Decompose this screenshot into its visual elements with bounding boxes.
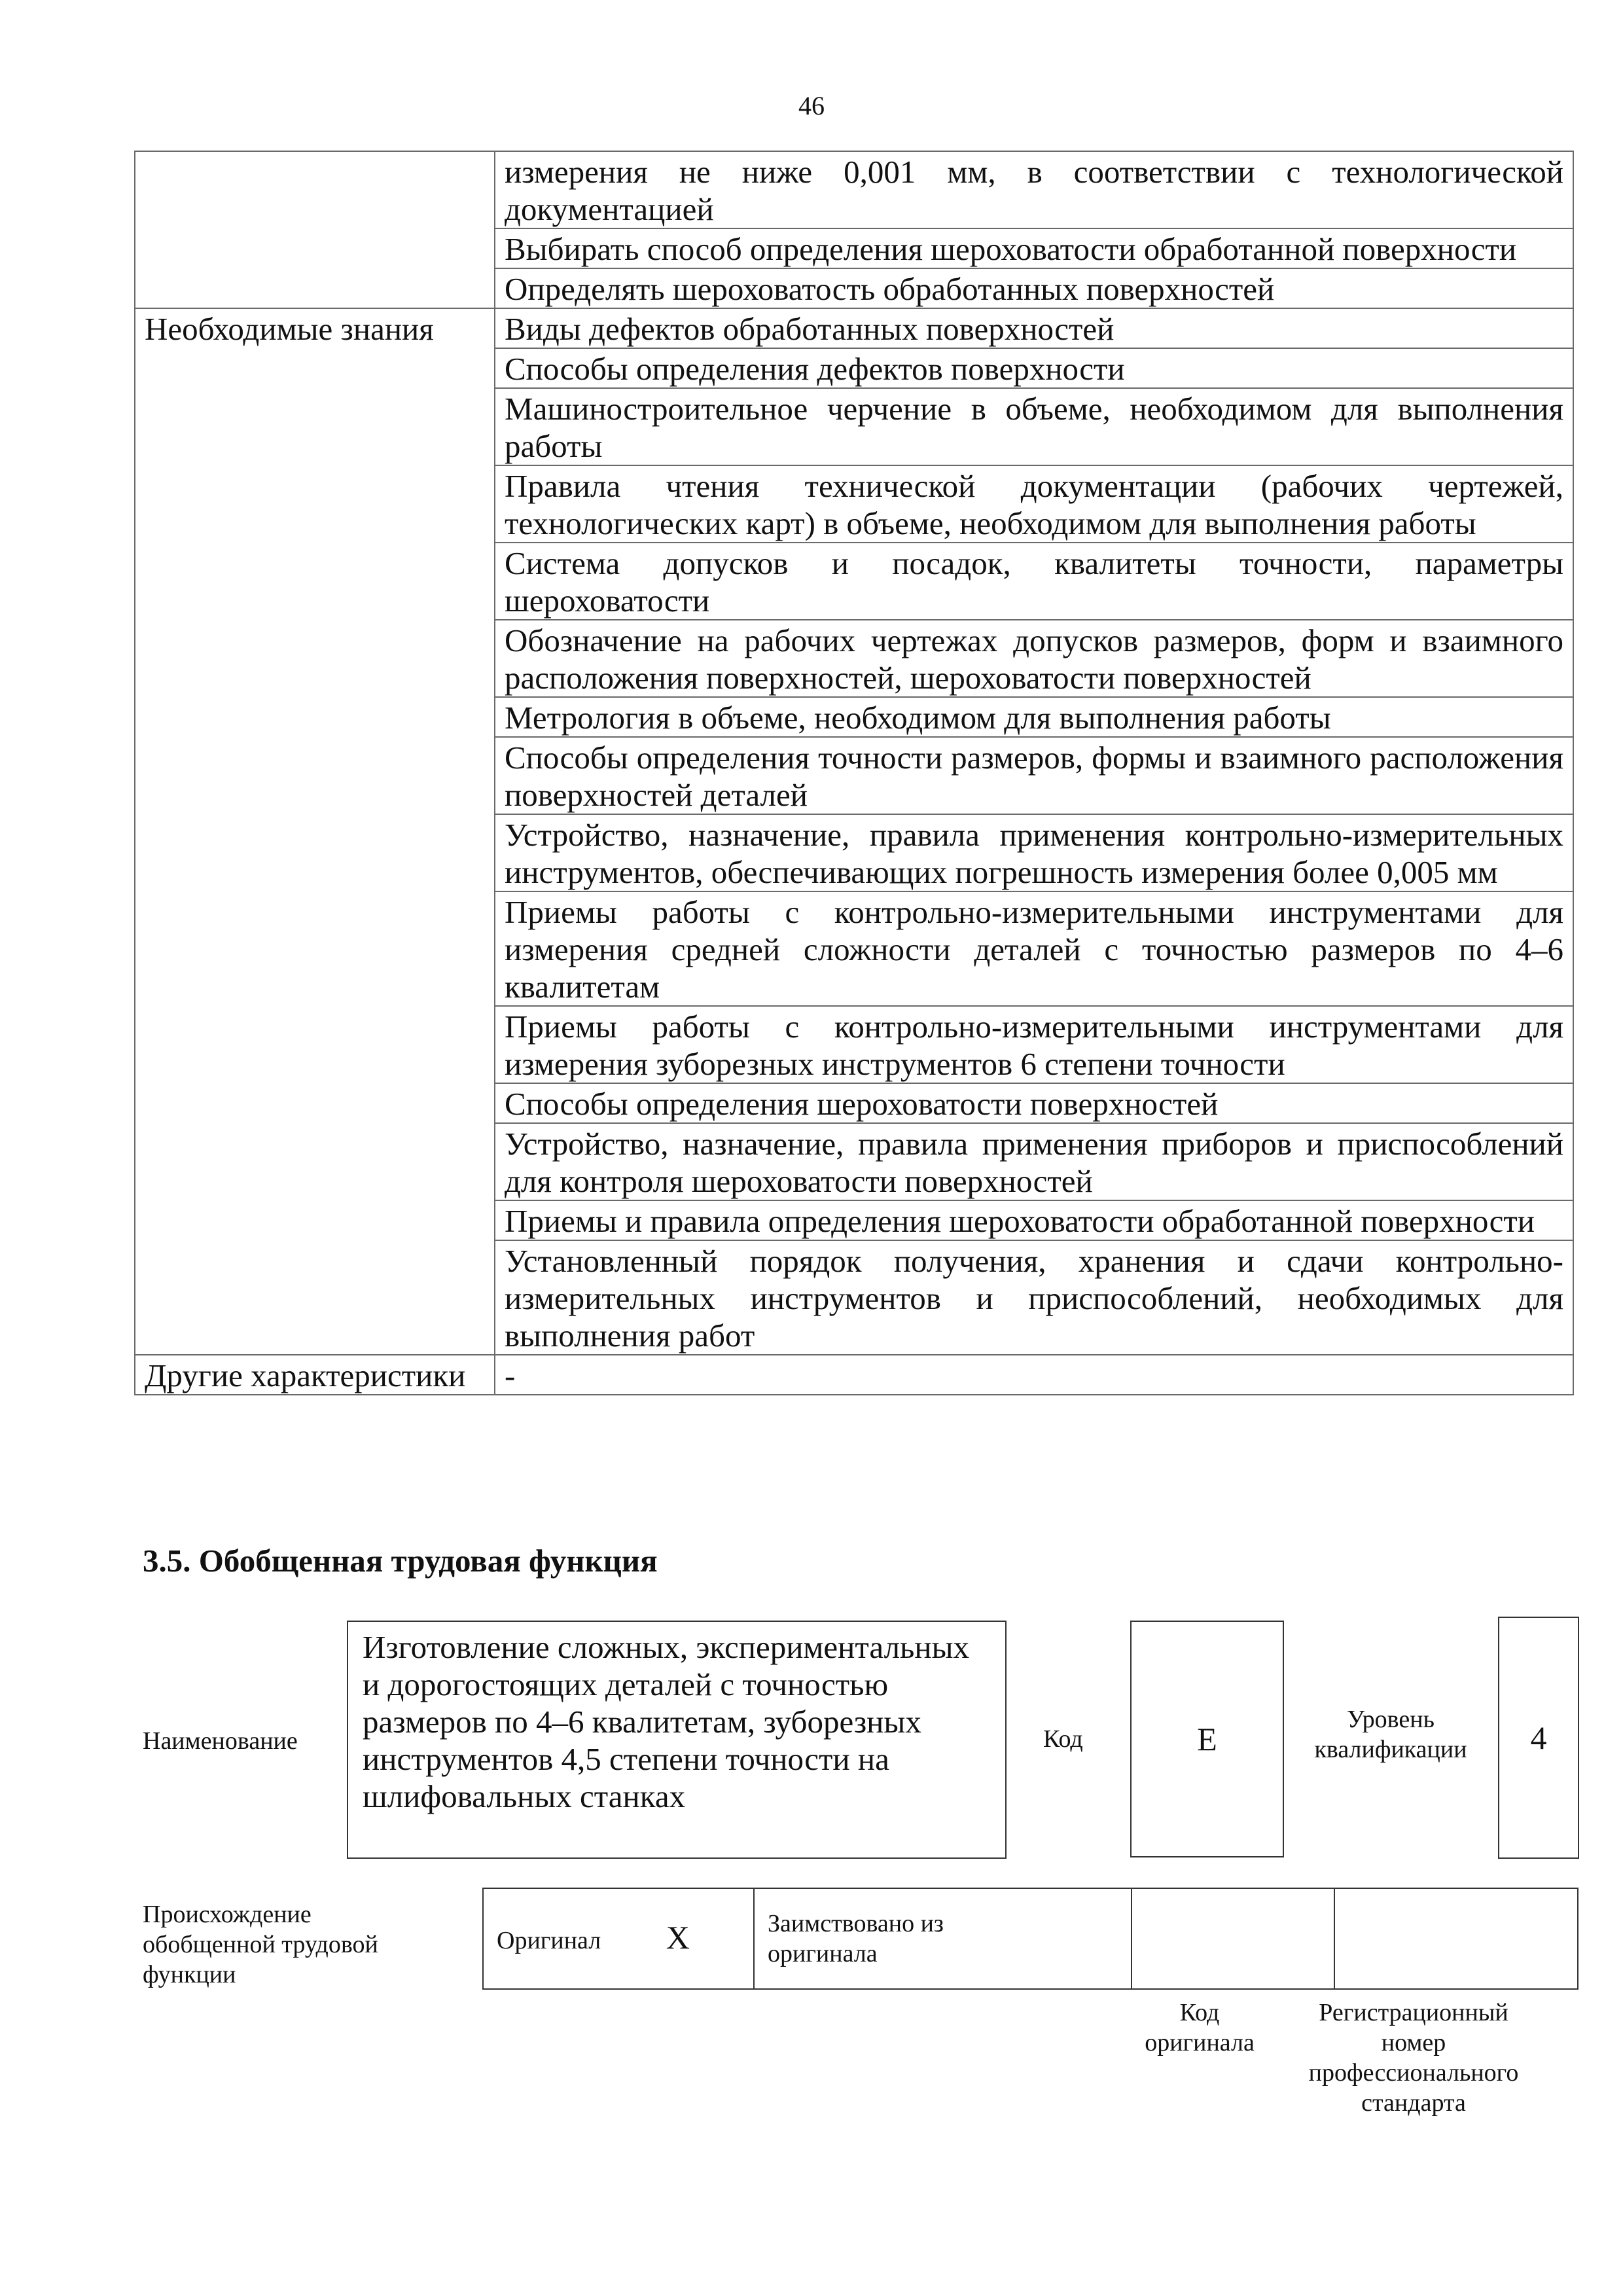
row-label-cell <box>135 1083 495 1123</box>
table-row <box>135 228 1573 268</box>
original-code-caption-line1: Код <box>1179 1999 1220 2026</box>
registration-caption-line3: профессионального <box>1308 2059 1519 2087</box>
row-text-cell: Установленный порядок получения, хранения и сдачи контрольно-измерительных инструментов и приспособлений, необходимых для выполнения работ <box>495 1240 1573 1355</box>
qualification-level-value: 4 <box>1530 1719 1547 1756</box>
table-row <box>135 1355 1573 1395</box>
row-label-cell <box>135 228 495 268</box>
row-label-cell: Другие характеристики <box>135 1355 495 1395</box>
original-label: Оригинал <box>497 1926 601 1954</box>
row-label-cell <box>135 1200 495 1240</box>
table-row <box>135 1240 1573 1355</box>
table-row <box>135 1200 1573 1240</box>
original-code-cell <box>1132 1888 1334 1989</box>
knowledge-table <box>134 151 1574 1395</box>
qualification-level-label-line1: Уровень <box>1347 1706 1435 1733</box>
registration-caption-line1: Регистрационный <box>1319 1999 1508 2026</box>
original-mark: X <box>666 1918 690 1956</box>
table-row <box>135 268 1573 308</box>
row-text-cell: Правила чтения технической документации (рабочих чертежей, технологических карт) в объеме, необходимом для выполнения работы <box>495 465 1573 543</box>
table-row <box>135 1083 1573 1123</box>
row-label-cell <box>135 1006 495 1083</box>
row-text-cell: Определять шероховатость обработанных поверхностей <box>495 268 1573 308</box>
row-text-cell: - <box>495 1355 1573 1395</box>
row-label-cell: Необходимые знания <box>135 308 495 348</box>
qualification-level-label-line2: квалификации <box>1314 1736 1467 1763</box>
name-label: Наименование <box>143 1727 298 1755</box>
section-title: 3.5. Обобщенная трудовая функция <box>143 1543 658 1579</box>
table-row <box>135 543 1573 620</box>
table-row <box>135 891 1573 1006</box>
table-row <box>135 348 1573 388</box>
row-text-cell: Метрология в объеме, необходимом для выполнения работы <box>495 697 1573 737</box>
name-value: Изготовление сложных, экспериментальных и дорогостоящих деталей с точностью размеров по 4–6 квалитетам, зуборезных инструментов 4,5 степени точности на шлифовальных станках <box>363 1629 970 1814</box>
row-label-cell <box>135 388 495 465</box>
original-cell <box>483 1888 754 1989</box>
row-label-cell <box>135 814 495 891</box>
origin-label-line1: Происхождение <box>143 1901 312 1928</box>
origin-table <box>482 1888 1578 1990</box>
code-value-box <box>1130 1621 1284 1857</box>
row-text-cell: Способы определения дефектов поверхности <box>495 348 1573 388</box>
row-text-cell: Выбирать способ определения шероховатости обработанной поверхности <box>495 228 1573 268</box>
row-label-cell <box>135 891 495 1006</box>
name-value-box <box>347 1621 1007 1859</box>
row-label-cell <box>135 465 495 543</box>
registration-caption-line2: номер <box>1381 2029 1446 2056</box>
original-code-caption <box>1101 1998 1298 2058</box>
row-label-cell <box>135 620 495 697</box>
row-text-cell: Система допусков и посадок, квалитеты точности, параметры шероховатости <box>495 543 1573 620</box>
row-label-cell <box>135 697 495 737</box>
code-label: Код <box>1043 1725 1083 1753</box>
qualification-level-label <box>1299 1704 1482 1765</box>
table-row <box>135 465 1573 543</box>
row-label-cell <box>135 1240 495 1355</box>
code-value: E <box>1197 1721 1217 1757</box>
row-label-cell <box>135 151 495 228</box>
table-row <box>135 1123 1573 1200</box>
row-label-cell <box>135 543 495 620</box>
registration-number-cell <box>1334 1888 1578 1989</box>
table-row <box>135 151 1573 228</box>
row-text-cell: Приемы и правила определения шероховатости обработанной поверхности <box>495 1200 1573 1240</box>
registration-caption-line4: стандарта <box>1361 2089 1466 2117</box>
row-label-cell <box>135 348 495 388</box>
table-row <box>135 620 1573 697</box>
row-text-cell: Машиностроительное черчение в объеме, необходимом для выполнения работы <box>495 388 1573 465</box>
origin-label <box>143 1899 378 1990</box>
row-label-cell <box>135 268 495 308</box>
original-code-caption-line2: оригинала <box>1145 2029 1255 2056</box>
table-row <box>135 308 1573 348</box>
row-text-cell: Устройство, назначение, правила применения контрольно-измерительных инструментов, обеспечивающих погрешность измерения более 0,005 мм <box>495 814 1573 891</box>
row-text-cell: Виды дефектов обработанных поверхностей <box>495 308 1573 348</box>
row-text-cell: Приемы работы с контрольно-измерительными инструментами для измерения зуборезных инструментов 6 степени точности <box>495 1006 1573 1083</box>
table-row <box>135 1006 1573 1083</box>
table-row <box>135 388 1573 465</box>
row-text-cell: Устройство, назначение, правила применения приборов и приспособлений для контроля шероховатости поверхностей <box>495 1123 1573 1200</box>
row-text-cell: Способы определения точности размеров, формы и взаимного расположения поверхностей деталей <box>495 737 1573 814</box>
row-text-cell: измерения не ниже 0,001 мм, в соответствии с технологической документацией <box>495 151 1573 228</box>
borrowed-label-line1: Заимствовано из <box>768 1910 944 1937</box>
table-row <box>135 697 1573 737</box>
row-text-cell: Способы определения шероховатости поверхностей <box>495 1083 1573 1123</box>
page-number: 46 <box>798 91 825 120</box>
borrowed-cell <box>754 1888 1132 1989</box>
origin-label-line3: функции <box>143 1961 236 1988</box>
origin-label-line2: обобщенной трудовой <box>143 1931 378 1958</box>
row-text-cell: Обозначение на рабочих чертежах допусков размеров, форм и взаимного расположения поверхностей, шероховатости поверхностей <box>495 620 1573 697</box>
borrowed-label-line2: оригинала <box>768 1940 878 1967</box>
table-row <box>135 737 1573 814</box>
table-row <box>135 814 1573 891</box>
row-label-cell <box>135 737 495 814</box>
qualification-level-box <box>1498 1617 1579 1859</box>
registration-number-caption <box>1283 1998 1544 2118</box>
row-text-cell: Приемы работы с контрольно-измерительными инструментами для измерения средней сложности деталей с точностью размеров по 4–6 квалитетам <box>495 891 1573 1006</box>
row-label-cell <box>135 1123 495 1200</box>
